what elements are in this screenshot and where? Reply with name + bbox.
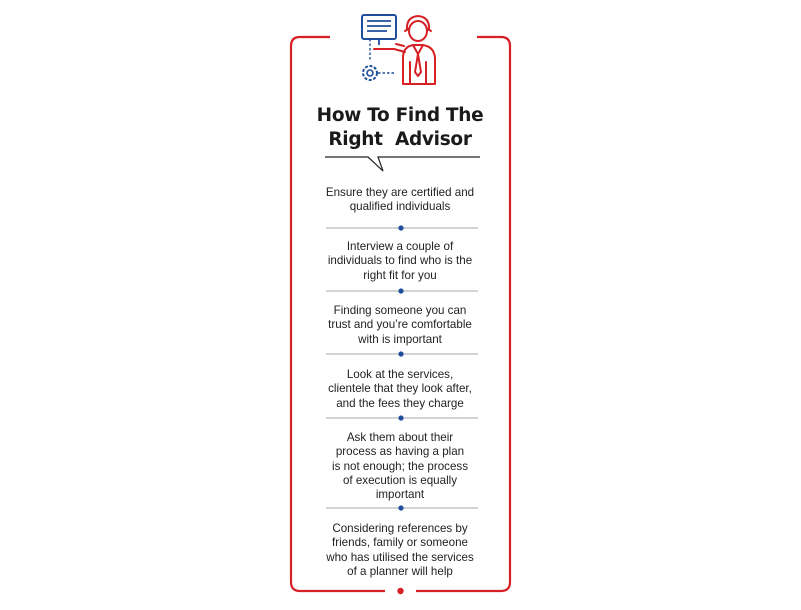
tip-1	[310, 186, 490, 215]
tip-5-line: process as having a plan	[335, 445, 465, 459]
frame-bottom-dot	[397, 588, 403, 594]
tip-5-line: important	[375, 488, 425, 502]
tip-5-line: Ask them about their	[346, 431, 454, 444]
tip-6-line: who has utilised the services	[326, 550, 474, 564]
tip-5-line: is not enough; the process	[332, 459, 468, 473]
tip-3-line: Finding someone you can	[333, 304, 467, 317]
tip-5-line: of execution is equally	[342, 473, 458, 487]
tip-1-line: Ensure they are certified and	[325, 186, 475, 199]
title-line-2: Right Advisor	[328, 129, 472, 150]
divider-3	[326, 351, 478, 356]
tip-6-line: of a planner will help	[347, 564, 453, 578]
tip-5	[310, 431, 490, 502]
tip-4-line: and the fees they charge	[336, 396, 464, 410]
divider-1	[326, 225, 478, 230]
tip-4	[310, 368, 490, 411]
tip-3	[310, 304, 490, 347]
divider-4	[326, 415, 478, 420]
presentation-board-icon	[362, 15, 396, 60]
divider-2	[326, 288, 478, 293]
tip-2-line: individuals to find who is the	[327, 254, 473, 268]
tip-2	[310, 240, 490, 283]
title-speech-underline	[325, 157, 480, 171]
tip-2-line: right fit for you	[363, 268, 437, 282]
tip-4-line: Look at the services,	[346, 368, 454, 381]
tip-4-line: clientele that they look after,	[328, 382, 472, 396]
tip-6-line: Considering references by	[332, 522, 468, 535]
tip-3-line: trust and you’re comfortable	[328, 318, 472, 332]
tip-6-line: friends, family or someone	[332, 536, 468, 550]
tip-1-line: qualified individuals	[349, 200, 451, 214]
divider-5	[326, 505, 478, 510]
tip-2-line: Interview a couple of	[346, 240, 454, 253]
tip-3-line: with is important	[358, 332, 442, 346]
title-line-1: How To Find The	[316, 105, 484, 126]
tip-6	[310, 522, 490, 579]
page-title	[300, 104, 500, 152]
gear-icon	[363, 66, 394, 80]
